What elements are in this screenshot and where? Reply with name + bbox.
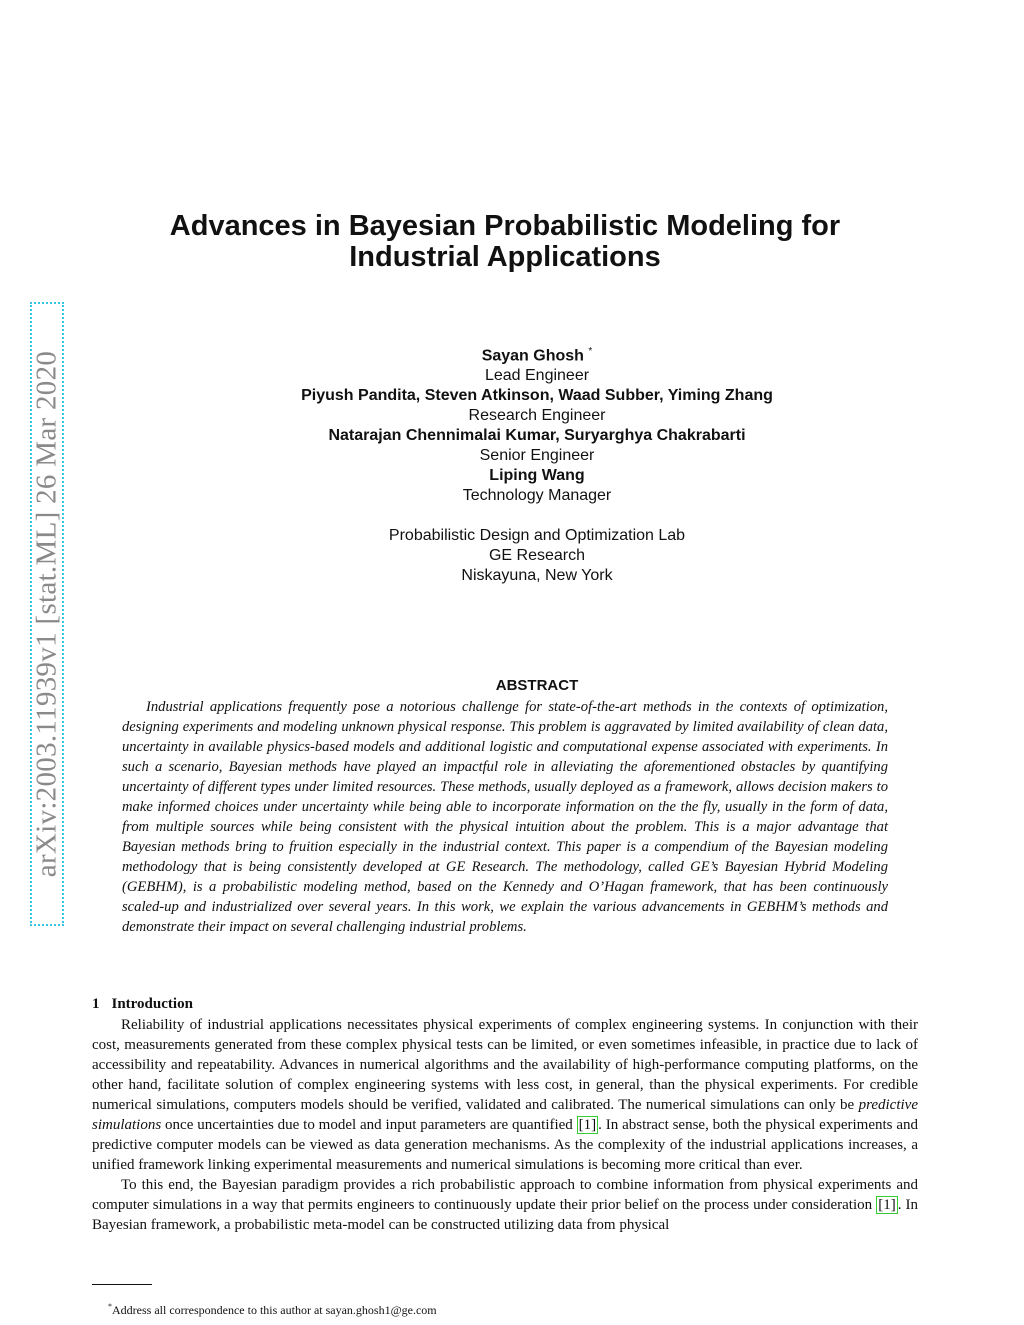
citation-link[interactable]: [1]: [578, 1117, 597, 1133]
author-1-footnote-mark[interactable]: *: [588, 346, 593, 357]
author-3-names: Natarajan Chennimalai Kumar, Suryarghya Chakrabarti: [328, 427, 746, 445]
footnote-divider: [92, 1284, 152, 1285]
arxiv-sidebar-stamp: [30, 302, 64, 926]
title-line-2: Industrial Applications: [349, 241, 661, 273]
abstract-heading: ABSTRACT: [495, 677, 579, 694]
section-heading: [92, 996, 193, 1013]
author-1-name: Sayan Ghosh: [481, 347, 584, 365]
body-text: [92, 1015, 918, 1235]
footnote: [108, 1302, 437, 1318]
abstract-text: Industrial applications frequently pose a notorious challenge for state-of-the-art methods in the contexts of optimization, designing experiments and modeling unknown physical response. This problem is aggravated by limited availability of clean data, uncertainty in available physics-based models and additional logistic and computational expense associated with experiments. In such a scenario, Bayesian methods have played an impactful role in alleviating the aforementioned obstacles by quantifying uncertainty of different types under limited resources. These methods, usually deployed as a framework, allows decision makers to make informed choices under uncertainty while being able to incorporate information on the the fly, usually in the form of data, from multiple sources while being consistent with the physical intuition about the problem. This is a major advantage that Bayesian methods bring to fruition especially in the industrial context. This paper is a compendium of the Bayesian modeling methodology that is being consistently developed at GE Research. The methodology, called GE’s Bayesian Hybrid Modeling (GEBHM), is a probabilistic modeling method, based on the Kennedy and O’Hagan framework, that has been continuously scaled-up and industrialized over several years. In this work, we explain the various advancements in GEBHM’s methods and demonstrate their impact on several challenging industrial problems.: [122, 699, 888, 935]
footnote-text: Address all correspondence to this author at sayan.ghosh1@ge.com: [112, 1303, 437, 1317]
author-2-role: Research Engineer: [468, 407, 606, 425]
footnote-mark: *: [108, 1302, 112, 1311]
section-number: 1: [92, 996, 100, 1012]
title-line-1: Advances in Bayesian Probabilistic Modeling for: [169, 210, 841, 242]
author-block: [237, 342, 837, 586]
paragraph-2: To this end, the Bayesian paradigm provides a rich probabilistic approach to combine information from physical experiments and computer simulations in a way that permits engineers to continuously update their prior belief on the process under consideration [1] . In Bayesian framework, a probabilistic meta-model can be constructed utilizing data from physical: [92, 1177, 918, 1233]
author-2-names: Piyush Pandita, Steven Atkinson, Waad Subber, Yiming Zhang: [301, 387, 773, 405]
paper-title: [130, 211, 880, 273]
author-4-role: Technology Manager: [462, 487, 612, 505]
arxiv-identifier[interactable]: arXiv:2003.11939v1 [stat.ML] 26 Mar 2020: [30, 350, 63, 878]
author-3-role: Senior Engineer: [479, 447, 595, 465]
paragraph-1: Reliability of industrial applications necessitates physical experiments of complex engineering systems. In conjunction with their cost, measurements generated from these complex physical tests can be limited, or even sometimes infeasible, in practice due to lack of accessibility and repeatability. Advances in numerical algorithms and the availability of high-performance computing platforms, on the other hand, facilitate solution of complex engineering systems with less cost, in general, than the physical experiments. For credible numerical simulations, computers models should be verified, validated and calibrated. The numerical simulations can only be predictive simulations once uncertainties due to model and input parameters are quantified [1] . In abstract sense, both the physical experiments and predictive computer models can be viewed as data generation mechanisms. As the complexity of the industrial applications increases, a unified framework linking experimental measurements and numerical simulations is becoming more critical than ever.: [92, 1017, 918, 1173]
emphasis: predictive simulations: [92, 1097, 918, 1133]
citation-link[interactable]: [1]: [878, 1197, 896, 1213]
affiliation-location: Niskayuna, New York: [461, 567, 613, 585]
author-4-name: Liping Wang: [489, 467, 585, 485]
affiliation-lab: Probabilistic Design and Optimization Lab: [388, 527, 686, 545]
section-title: Introduction: [111, 996, 193, 1012]
author-1-role: Lead Engineer: [484, 367, 590, 385]
affiliation-org: GE Research: [488, 547, 586, 565]
